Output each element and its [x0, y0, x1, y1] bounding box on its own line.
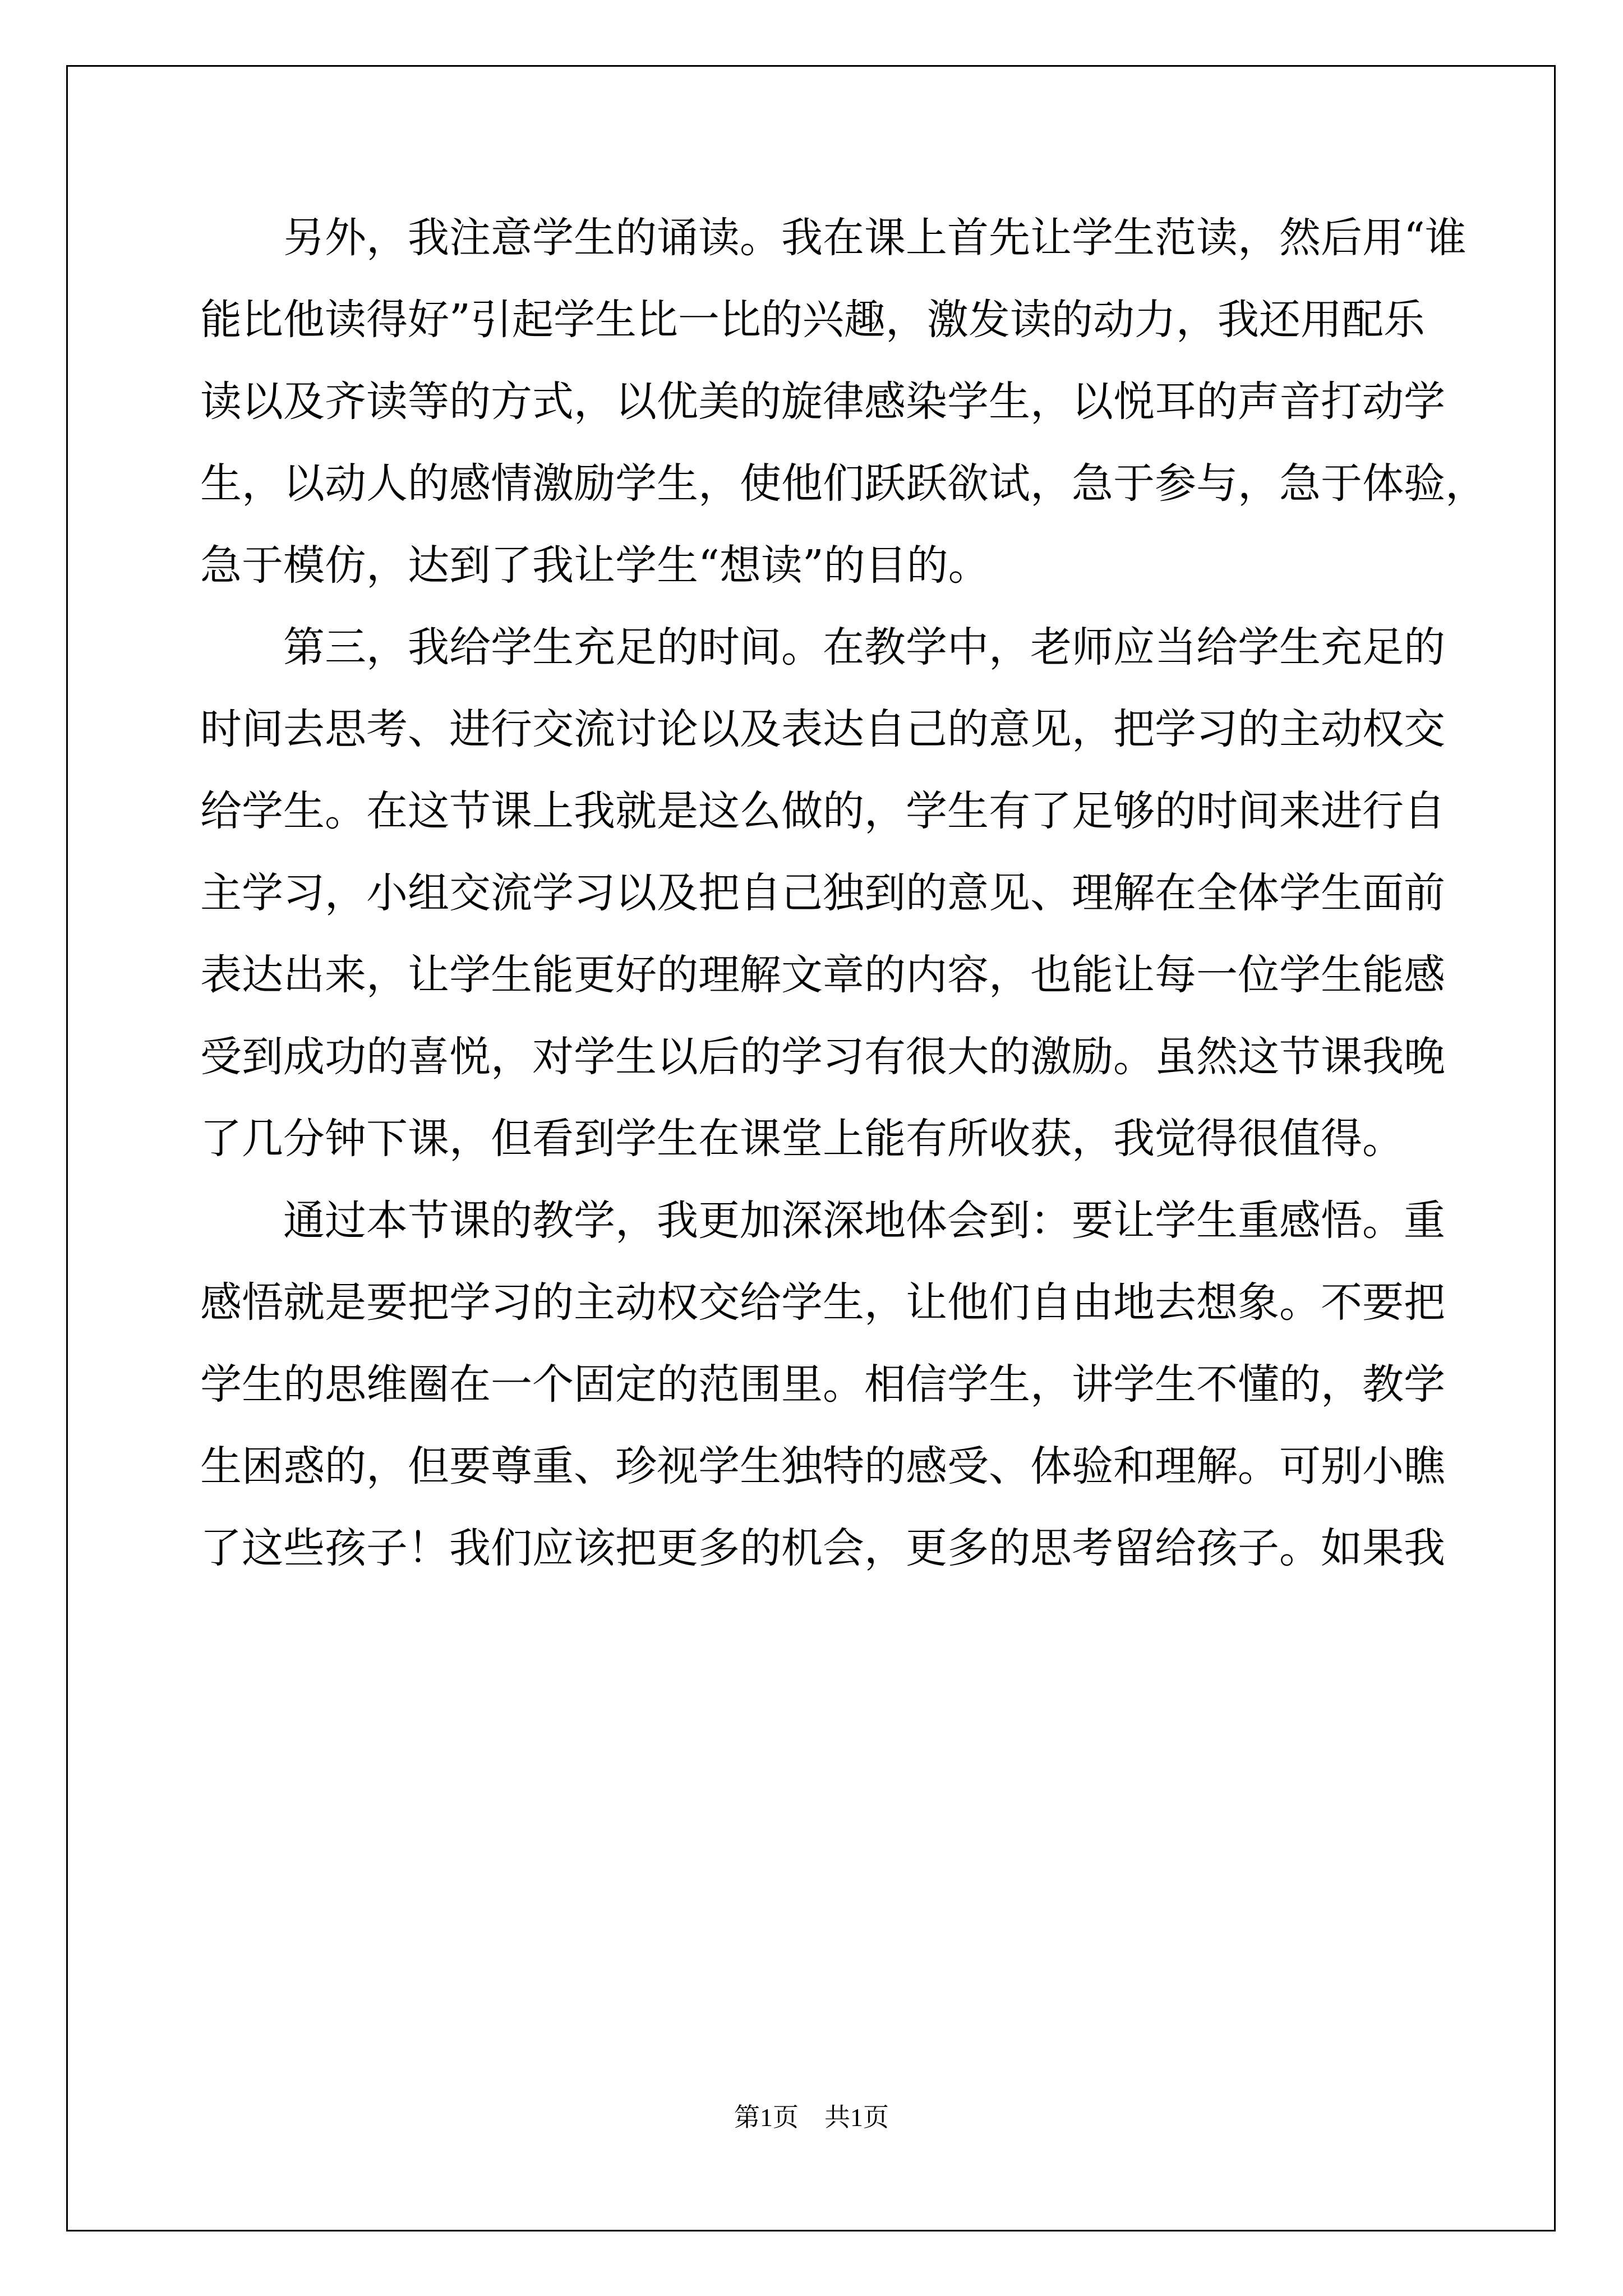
text-line: 受到成功的喜悦，对学生以后的学习有很大的激励。虽然这节课我晚	[200, 1033, 1445, 1081]
text-line: 感悟就是要把学习的主动权交给学生，让他们自由地去想象。不要把	[200, 1278, 1445, 1327]
text-line: 读以及齐读等的方式，以优美的旋律感染学生，以悦耳的声音打动学	[200, 378, 1445, 426]
text-line: 主学习，小组交流学习以及把自己独到的意见、理解在全体学生面前	[200, 869, 1445, 917]
text-line: 能比他读得好”引起学生比一比的兴趣，激发读的动力，我还用配乐	[200, 296, 1425, 344]
text-line: 另外，我注意学生的诵读。我在课上首先让学生范读，然后用“谁	[200, 214, 1467, 262]
page-footer: 第1页 共1页	[734, 2103, 889, 2132]
text-line: 了这些孩子！我们应该把更多的机会，更多的思考留给孩子。如果我	[200, 1524, 1445, 1572]
text-line: 给学生。在这节课上我就是这么做的，学生有了足够的时间来进行自	[200, 787, 1445, 835]
text-line: 第三，我给学生充足的时间。在教学中，老师应当给学生充足的	[200, 623, 1445, 671]
text-line: 急于模仿，达到了我让学生“想读”的目的。	[200, 541, 990, 590]
text-line: 通过本节课的教学，我更加深深地体会到：要让学生重感悟。重	[200, 1197, 1445, 1245]
text-line: 时间去思考、进行交流讨论以及表达自己的意见，把学习的主动权交	[200, 705, 1445, 753]
text-line: 表达出来，让学生能更好的理解文章的内容，也能让每一位学生能感	[200, 951, 1445, 999]
text-line: 生困惑的，但要尊重、珍视学生独特的感受、体验和理解。可别小瞧	[200, 1442, 1445, 1490]
text-line: 了几分钟下课，但看到学生在课堂上能有所收获，我觉得很值得。	[200, 1115, 1404, 1163]
text-line: 生，以动人的感情激励学生，使他们跃跃欲试，急于参与，急于体验，	[200, 459, 1487, 508]
text-line: 学生的思维圈在一个固定的范围里。相信学生，讲学生不懂的，教学	[200, 1360, 1445, 1409]
